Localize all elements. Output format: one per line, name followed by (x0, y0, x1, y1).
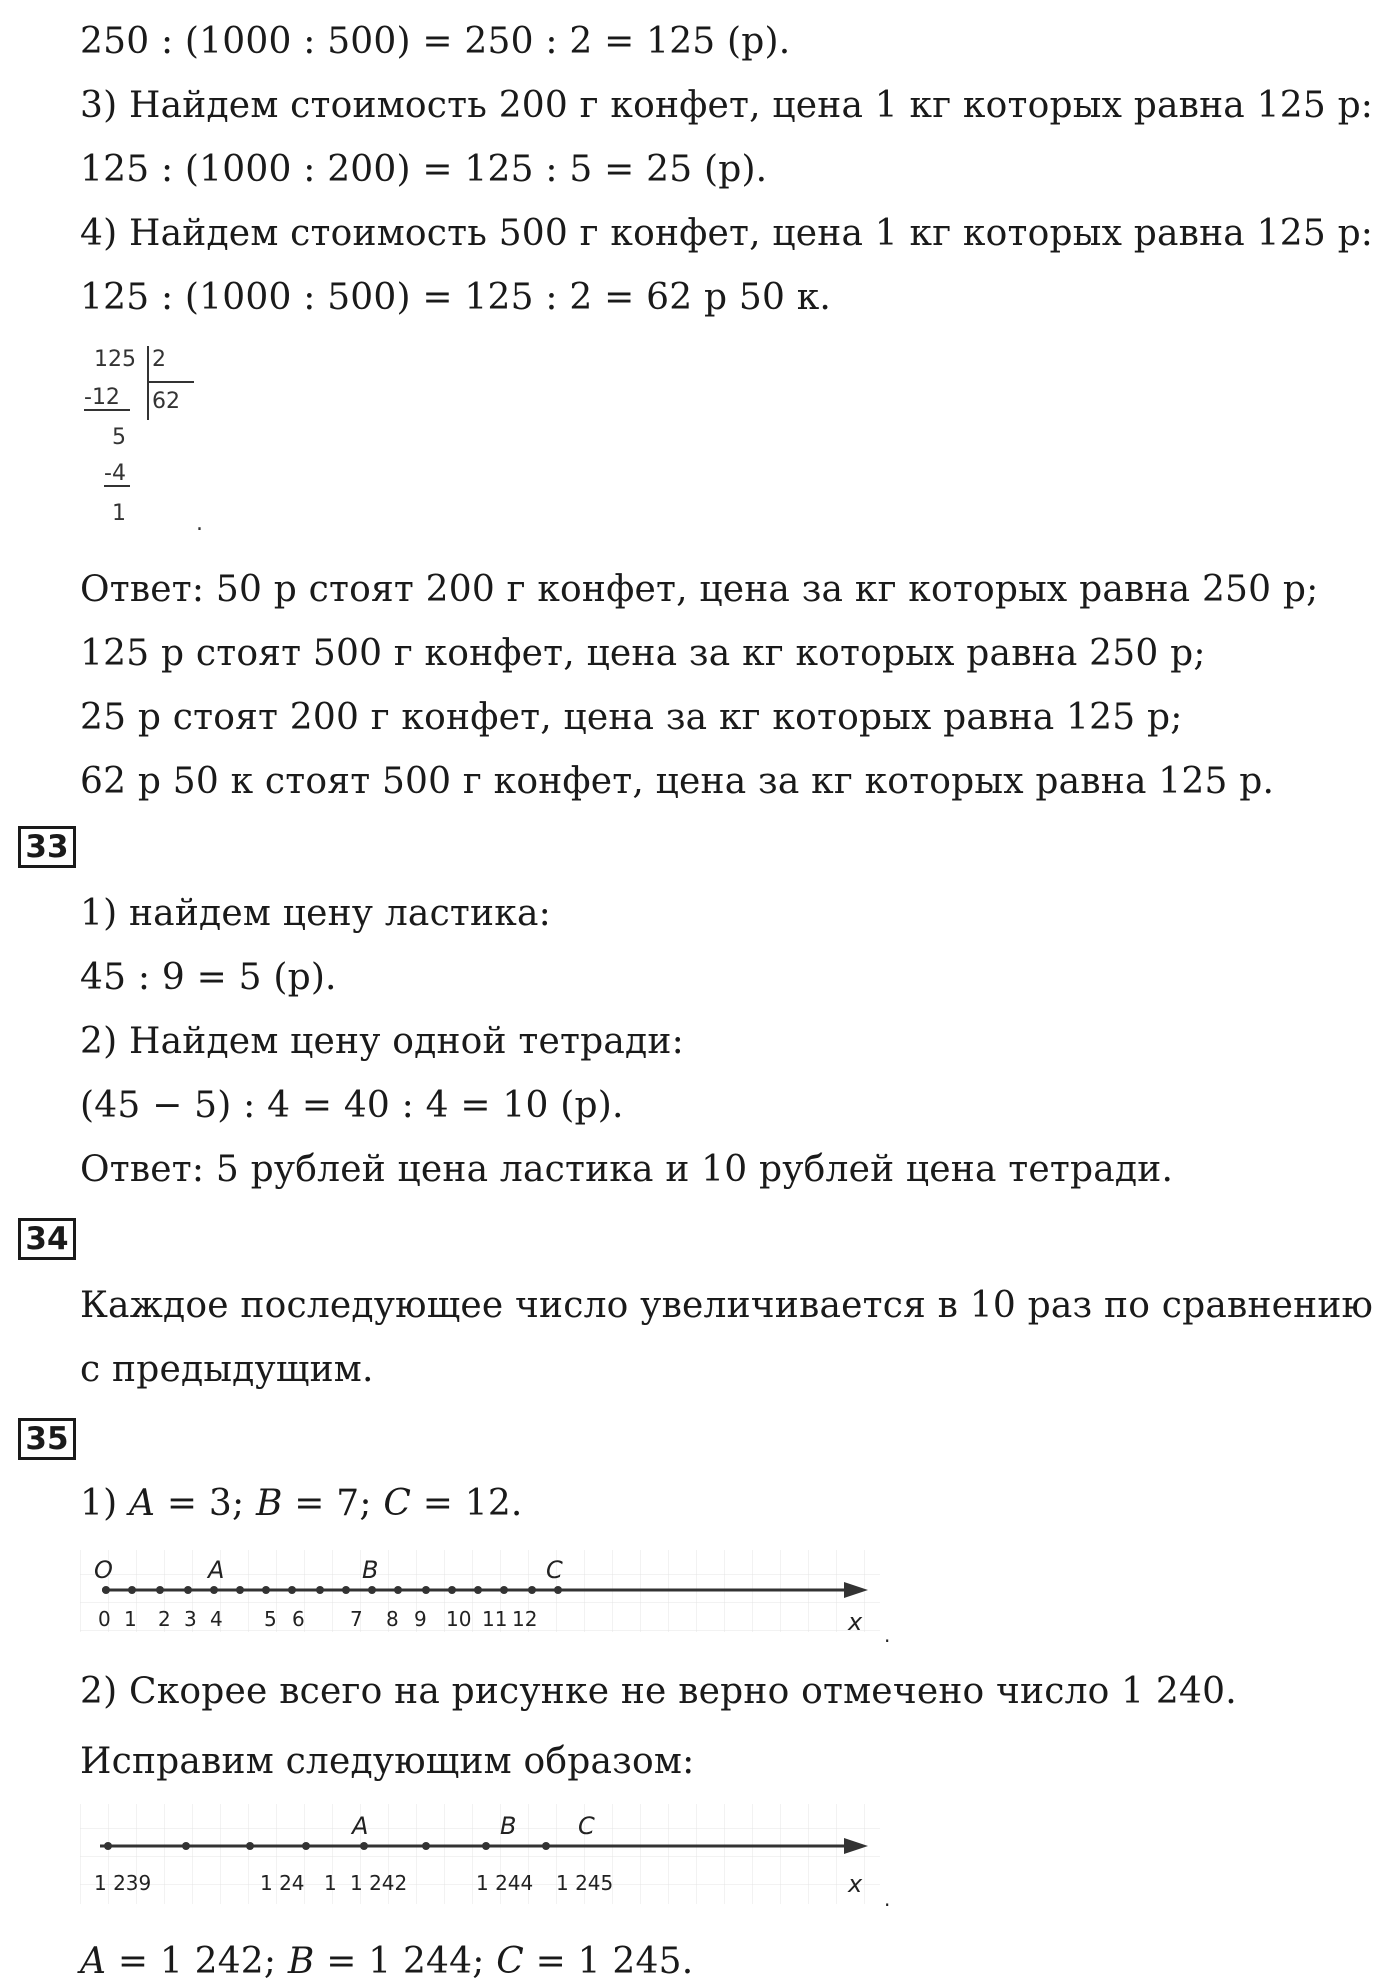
axis2-label-x: x (848, 1870, 863, 1898)
axis1-point (288, 1586, 296, 1594)
axis1-letter-c: C (546, 1556, 563, 1584)
axis2-point (542, 1842, 550, 1850)
axis1-point (528, 1586, 536, 1594)
task-35-final (80, 1940, 693, 1984)
calc-line-5: 125 : (1000 : 500) = 125 : 2 = 62 р 50 к. (80, 277, 832, 318)
axis1-tick-label: 10 (446, 1607, 472, 1631)
axis1-tick-label: 9 (414, 1607, 427, 1631)
final-eq-c: = 1 245. (523, 1941, 694, 1982)
division-dividend: 125 (94, 347, 136, 372)
task-35-line-2: 2) Скорее всего на рисунке не верно отмечено число 1 240. (80, 1671, 1237, 1712)
axis1-point (316, 1586, 324, 1594)
axis2-letter-c: C (578, 1812, 595, 1840)
axis2-point (360, 1842, 368, 1850)
axis2-tick-1: 1 (324, 1871, 337, 1895)
axis1-tick-label: 12 (512, 1607, 538, 1631)
var-a: A (129, 1483, 156, 1524)
task-34-line-1: Каждое последующее число увеличивается в 10 раз по сравнению (80, 1285, 1374, 1326)
task-35-line-1 (80, 1482, 523, 1526)
axis2-letter-b: B (500, 1812, 517, 1840)
division-divisor: 2 (152, 347, 166, 372)
axis2-letter-a: A (352, 1812, 369, 1840)
axis1-point (554, 1586, 562, 1594)
number-line-2 (80, 1800, 900, 1910)
axis1-point (102, 1586, 110, 1594)
axis2-tick-1242: 1 242 (350, 1871, 408, 1895)
eq-a: = 3; (155, 1483, 256, 1524)
axis1-point (368, 1586, 376, 1594)
axis1-trailing-dot: . (884, 1623, 891, 1647)
axis2-point (246, 1842, 254, 1850)
division-quotient: 62 (152, 389, 180, 414)
axis1-point (184, 1586, 192, 1594)
division-step-1: -12 (84, 385, 120, 410)
task-35-line-3: Исправим следующим образом: (80, 1741, 695, 1782)
axis1-tick-label: 2 (158, 1607, 171, 1631)
axis2-trailing-dot: . (884, 1887, 891, 1911)
axis1-point (448, 1586, 456, 1594)
axis1-point (128, 1586, 136, 1594)
division-remainder-2: 1 (112, 501, 126, 526)
eq-c: = 12. (411, 1483, 523, 1524)
axis2-point (422, 1842, 430, 1850)
axis2-tick-1244: 1 244 (476, 1871, 534, 1895)
task-number-35: 35 (18, 1418, 76, 1460)
axis1-tick-label: 7 (350, 1607, 363, 1631)
axis1-point (500, 1586, 508, 1594)
var-c: C (383, 1483, 412, 1524)
axis1-point (422, 1586, 430, 1594)
division-step-2: -4 (104, 461, 126, 486)
final-eq-b: = 1 244; (314, 1941, 497, 1982)
calc-line-3: 125 : (1000 : 200) = 125 : 5 = 25 (р). (80, 149, 768, 190)
axis2-point (302, 1842, 310, 1850)
axis1-tick-label: 1 (124, 1607, 137, 1631)
axis1-tick-label: 5 (264, 1607, 277, 1631)
final-eq-a: = 1 242; (106, 1941, 288, 1982)
axis1-point (262, 1586, 270, 1594)
axis2-tick-124: 1 24 (260, 1871, 305, 1895)
axis1-point (474, 1586, 482, 1594)
axis1-tick-label: 8 (386, 1607, 399, 1631)
answer-32-line-3: 25 р стоят 200 г конфет, цена за кг которых равна 125 р; (80, 697, 1183, 738)
calc-line-2: 3) Найдем стоимость 200 г конфет, цена 1 кг которых равна 125 р: (80, 85, 1374, 126)
axis1-letter-o: O (94, 1556, 113, 1584)
task-33-line-2: 45 : 9 = 5 (р). (80, 957, 337, 998)
var-b: B (255, 1483, 283, 1524)
task-33-answer: Ответ: 5 рублей цена ластика и 10 рублей цена тетради. (80, 1149, 1174, 1190)
task-33-line-3: 2) Найдем цену одной тетради: (80, 1021, 684, 1062)
axis2-point (482, 1842, 490, 1850)
division-remainder-1: 5 (112, 425, 126, 450)
number-line-1 (80, 1546, 900, 1646)
axis1-letter-b: B (362, 1556, 379, 1584)
axis1-tick-label: 6 (292, 1607, 305, 1631)
final-var-a: A (80, 1941, 107, 1982)
task-number-33: 33 (18, 826, 76, 868)
task-34-line-2: с предыдущим. (80, 1349, 374, 1390)
answer-32-line-4: 62 р 50 к стоят 500 г конфет, цена за кг которых равна 125 р. (80, 761, 1275, 802)
axis1-letter-a: A (208, 1556, 225, 1584)
axis1-point (236, 1586, 244, 1594)
axis1-tick-label: 4 (210, 1607, 223, 1631)
answer-32-line-2: 125 р стоят 500 г конфет, цена за кг которых равна 250 р; (80, 633, 1206, 674)
calc-line-4: 4) Найдем стоимость 500 г конфет, цена 1 кг которых равна 125 р: (80, 213, 1374, 254)
task-number-34: 34 (18, 1218, 76, 1260)
axis1-point (156, 1586, 164, 1594)
axis1-tick-label: 3 (184, 1607, 197, 1631)
calc-line-1: 250 : (1000 : 500) = 250 : 2 = 125 (р). (80, 21, 791, 62)
axis1-point (394, 1586, 402, 1594)
axis1-tick-label: 11 (482, 1607, 508, 1631)
long-division-figure (76, 342, 276, 536)
task-35-line-1-prefix: 1) (80, 1483, 129, 1524)
axis2-tick-1245: 1 245 (556, 1871, 614, 1895)
axis1-label-x: x (848, 1608, 863, 1636)
axis2-point (104, 1842, 112, 1850)
final-var-b: B (287, 1941, 315, 1982)
axis2-tick-1239: 1 239 (94, 1871, 152, 1895)
eq-b: = 7; (282, 1483, 384, 1524)
axis1-tick-label: 0 (98, 1607, 111, 1631)
final-var-c: C (496, 1941, 524, 1982)
answer-32-line-1: Ответ: 50 р стоят 200 г конфет, цена за кг которых равна 250 р; (80, 569, 1319, 610)
division-trailing-dot: . (196, 511, 203, 536)
axis2-point (182, 1842, 190, 1850)
task-33-line-1: 1) найдем цену ластика: (80, 893, 551, 934)
axis1-point (210, 1586, 218, 1594)
axis1-point (342, 1586, 350, 1594)
task-33-line-4: (45 − 5) : 4 = 40 : 4 = 10 (р). (80, 1085, 624, 1126)
